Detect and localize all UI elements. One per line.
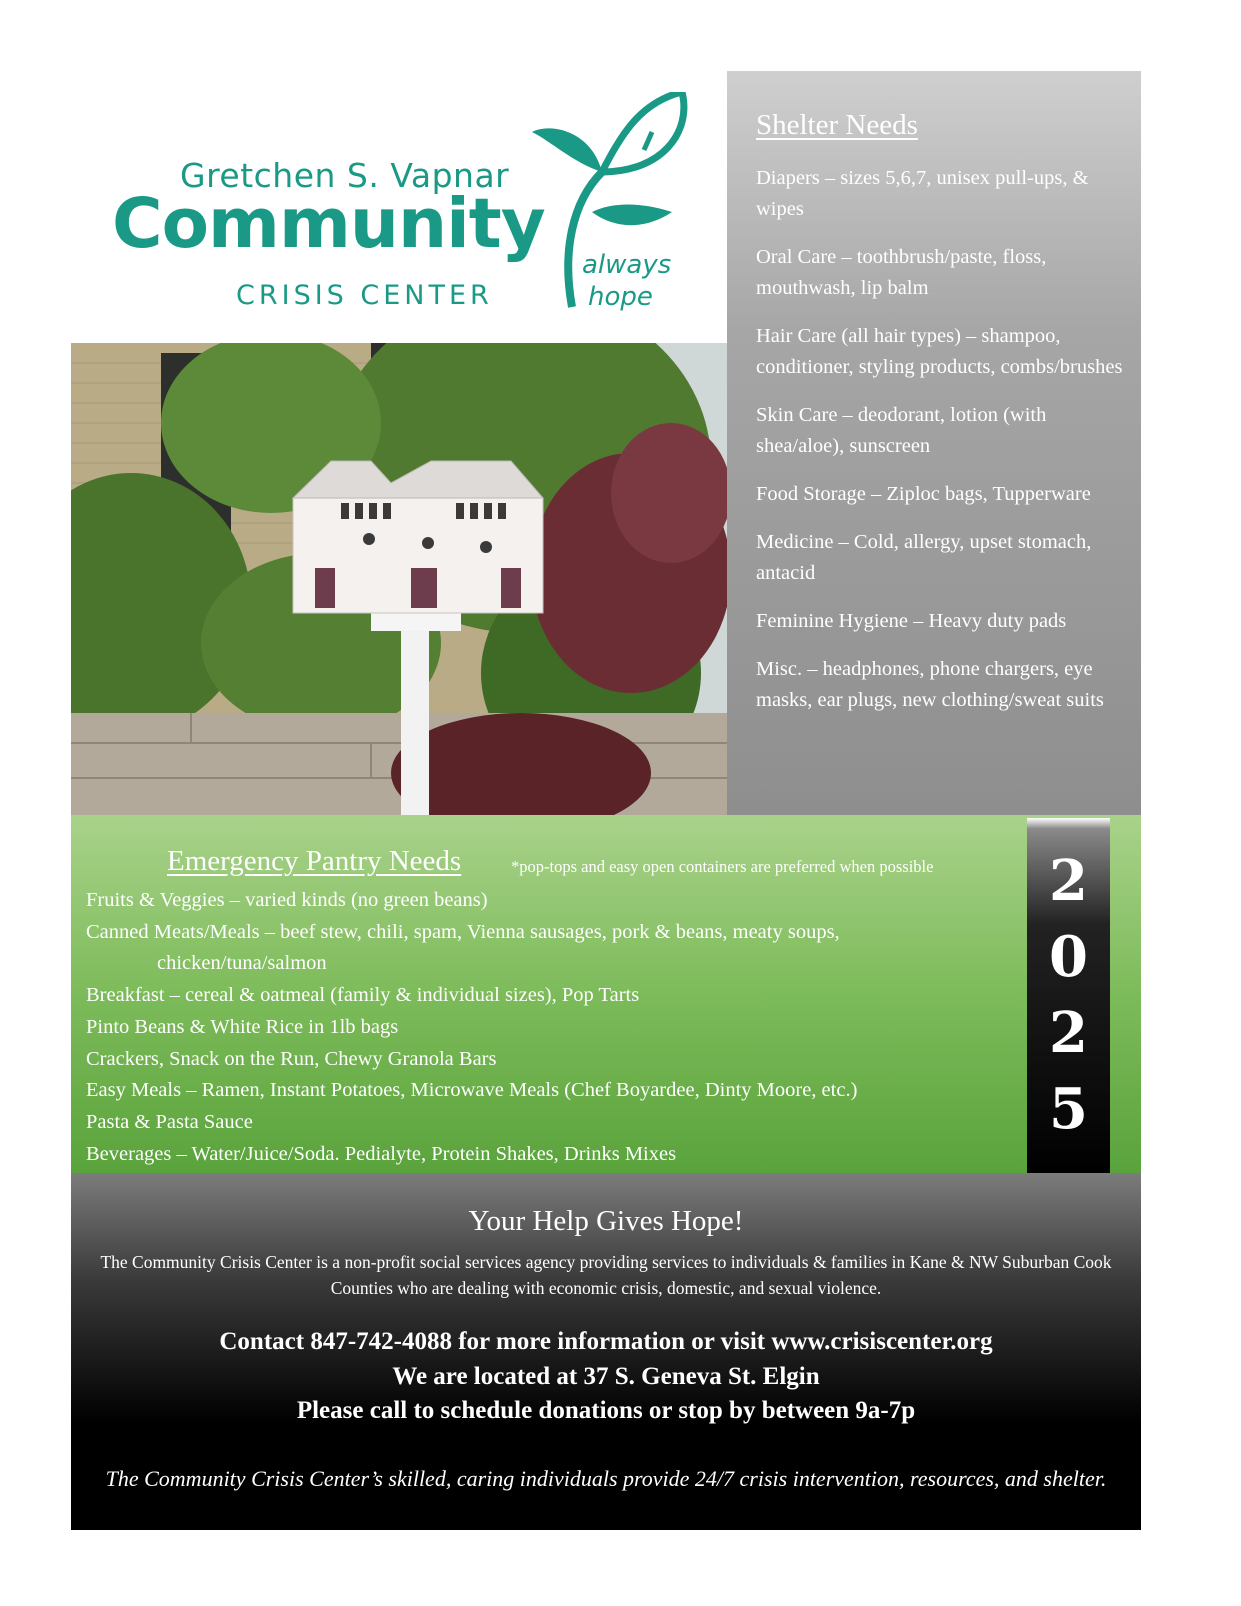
shelter-item: Misc. – headphones, phone chargers, eye masks, ear plugs, new clothing/sweat suits (756, 658, 1104, 711)
shelter-needs-panel (727, 71, 1141, 815)
contact-hours: Please call to schedule donations or stop by between 9a-7p (296, 1397, 916, 1424)
year-digit: 2 (1049, 1000, 1088, 1066)
pantry-item: Fruits & Veggies – varied kinds (no green beans) (86, 889, 488, 911)
footer-title: Your Help Gives Hope! (468, 1205, 744, 1237)
pantry-item: Pasta & Pasta Sauce (86, 1110, 253, 1133)
pantry-item-continuation (86, 948, 1006, 980)
contact-phone-website: Contact 847-742-4088 for more information or visit www.crisiscenter.org (219, 1328, 993, 1355)
shelter-item: Hair Care (all hair types) – shampoo, conditioner, styling products, combs/brushes (756, 325, 1123, 378)
logo-crisis-center: CRISIS CENTER (236, 280, 493, 311)
pantry-needs-title: Emergency Pantry Needs (167, 845, 462, 877)
contact-address: We are located at 37 S. Geneva St. Elgin (392, 1362, 820, 1390)
organization-logo (112, 92, 712, 322)
logo-tagline-always: always (582, 250, 672, 280)
shelter-item: Skin Care – deodorant, lotion (with shea/aloe), sunscreen (756, 404, 1047, 457)
pantry-needs-list (86, 885, 1006, 1170)
pantry-item: Breakfast – cereal & oatmeal (family & individual sizes), Pop Tarts (86, 984, 640, 1007)
shelter-item: Feminine Hygiene – Heavy duty pads (756, 610, 1067, 632)
shelter-needs-list (756, 163, 1126, 733)
year-banner (1027, 818, 1110, 1173)
footer-tagline: The Community Crisis Center’s skilled, caring individuals provide 24/7 crisis intervention, resources, and shelter. (105, 1466, 1107, 1491)
pantry-item: Beverages – Water/Juice/Soda. Pedialyte, Protein Shakes, Drinks Mixes (86, 1142, 677, 1165)
birdhouse-pantry-photo (71, 343, 727, 815)
shelter-item: Food Storage – Ziploc bags, Tupperware (756, 483, 1091, 505)
year-digit: 5 (1049, 1076, 1088, 1142)
pantry-item: Easy Meals – Ramen, Instant Potatoes, Microwave Meals (Chef Boyardee, Dinty Moore, etc.) (86, 1079, 858, 1102)
shelter-item: Oral Care – toothbrush/paste, floss, mouthwash, lip balm (756, 246, 1047, 299)
year-digit: 2 (1049, 848, 1088, 914)
shelter-item: Medicine – Cold, allergy, upset stomach, antacid (756, 531, 1092, 584)
pantry-item: Canned Meats/Meals – beef stew, chili, spam, Vienna sausages, pork & beans, meaty soups, (86, 920, 840, 943)
year-digit: 0 (1049, 924, 1088, 990)
logo-tagline-hope: hope (588, 282, 653, 312)
footer-description: The Community Crisis Center is a non-profit social services agency providing services to individuals & families in Kane & NW Suburban Cook Counties who are dealing with economic crisis, domestic, and sexual violence. (100, 1252, 1112, 1298)
logo-name: Gretchen S. Vapnar (180, 156, 510, 195)
pantry-item: Crackers, Snack on the Run, Chewy Granola Bars (86, 1047, 497, 1070)
contact-block (71, 1325, 1141, 1429)
logo-community: Community (112, 184, 545, 264)
shelter-item: Diapers – sizes 5,6,7, unisex pull-ups, & wipes (756, 167, 1089, 220)
pantry-needs-note: *pop-tops and easy open containers are preferred when possible (511, 857, 934, 876)
pantry-needs-panel (71, 815, 1141, 1173)
shelter-needs-title: Shelter Needs (756, 109, 918, 141)
pantry-item-indent: chicken/tuna/salmon (157, 952, 327, 975)
contact-footer (71, 1173, 1141, 1530)
pantry-item: Pinto Beans & White Rice in 1lb bags (86, 1015, 399, 1038)
